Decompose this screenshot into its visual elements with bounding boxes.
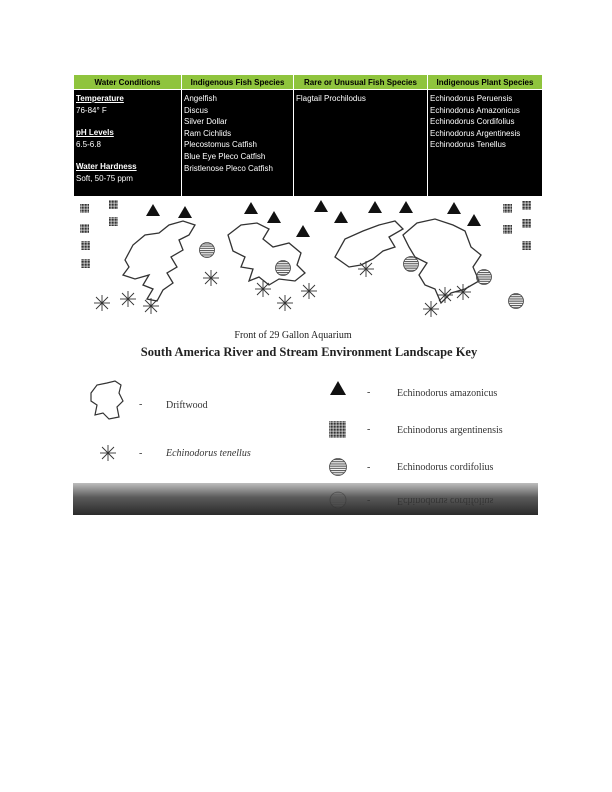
plant-item: Echinodorus Tenellus [430, 140, 506, 150]
landscape-diagram [73, 195, 538, 515]
legend-argentinensis-icon [329, 421, 346, 438]
tenellus-star [423, 301, 439, 317]
legend-argentinensis-label: Echinodorus argentinensis [397, 425, 503, 436]
driftwood-shape [123, 221, 195, 301]
fish-item: Silver Dollar [184, 117, 228, 127]
legend-tenellus-icon [100, 445, 116, 461]
amazonicus-triangle [399, 201, 413, 213]
plant-item: Echinodorus Cordifolius [430, 117, 515, 127]
amazonicus-triangle [178, 206, 192, 218]
plant-item: Echinodorus Peruensis [430, 94, 513, 103]
fish-item: Discus [184, 105, 209, 115]
amazonicus-triangle [267, 211, 281, 223]
legend-dash: - [139, 399, 143, 410]
header-indigenous-plants: Indigenous Plant Species [428, 75, 543, 90]
front-label: Front of 29 Gallon Aquarium [234, 330, 352, 341]
argentinensis-square [503, 204, 512, 213]
tenellus-star [358, 261, 374, 277]
argentinensis-square [503, 225, 512, 234]
argentinensis-square [522, 219, 531, 228]
legend-driftwood-icon [91, 381, 123, 419]
driftwood-shape [228, 223, 305, 285]
ph-label: pH Levels [76, 128, 114, 138]
cordifolius-circle [276, 261, 291, 276]
argentinensis-square [80, 224, 89, 233]
cordifolius-circle [509, 294, 524, 309]
amazonicus-triangle [244, 202, 258, 214]
amazonicus-triangle [368, 201, 382, 213]
header-water-conditions: Water Conditions [74, 75, 182, 90]
fish-item: Angelfish [184, 94, 217, 103]
fish-item: Bristlenose Pleco Catfish [184, 163, 273, 173]
legend-cordifolius-label: Echinodorus cordifolius [397, 462, 494, 473]
tenellus-star [203, 270, 219, 286]
legend-tenellus-label: Echinodorus tenellus [166, 448, 251, 459]
legend-driftwood-label: Driftwood [166, 400, 208, 411]
legend-dash: - [367, 462, 371, 473]
ph-value: 6.5-6.8 [76, 139, 101, 149]
legend-dash: - [139, 448, 143, 459]
plant-item: Echinodorus Amazonicus [430, 105, 520, 115]
tenellus-star [94, 295, 110, 311]
amazonicus-triangle [334, 211, 348, 223]
tenellus-star [277, 295, 293, 311]
legend-cordifolius-icon [330, 459, 347, 476]
argentinensis-square [522, 241, 531, 250]
argentinensis-square [522, 201, 531, 210]
mirrored-dash: - [367, 495, 371, 506]
plant-item: Echinodorus Argentinesis [430, 128, 521, 138]
cordifolius-circle [404, 257, 419, 272]
amazonicus-triangle [447, 202, 461, 214]
water-conditions-cell [74, 90, 182, 197]
argentinensis-square [109, 217, 118, 226]
indigenous-fish-cell [182, 90, 294, 197]
legend-dash: - [367, 387, 371, 398]
legend-amazonicus-label: Echinodorus amazonicus [397, 388, 498, 399]
amazonicus-triangle [296, 225, 310, 237]
tenellus-star [301, 283, 317, 299]
header-rare-fish: Rare or Unusual Fish Species [294, 75, 428, 90]
landscape-title: South America River and Stream Environment Landscape Key [140, 345, 478, 359]
temperature-label: Temperature [76, 94, 124, 103]
mirrored-cordifolius-icon [330, 492, 346, 508]
rare-fish-item: Flagtail Prochilodus [296, 94, 366, 103]
legend-dash: - [367, 424, 371, 435]
temperature-value: 76-84° F [76, 105, 107, 115]
tenellus-star [120, 291, 136, 307]
amazonicus-triangle [146, 204, 160, 216]
amazonicus-triangle [467, 214, 481, 226]
fish-item: Blue Eye Pleco Catfish [184, 151, 266, 161]
plants-cell [428, 90, 543, 197]
hardness-value: Soft, 50-75 ppm [76, 173, 133, 183]
argentinensis-square [109, 200, 118, 209]
tenellus-star [437, 287, 453, 303]
hardness-label: Water Hardness [76, 162, 137, 172]
fish-item: Plecostomus Catfish [184, 140, 257, 150]
fish-item: Ram Cichlids [184, 128, 232, 138]
legend-amazonicus-icon [330, 381, 346, 395]
argentinensis-square [81, 259, 90, 268]
rare-fish-cell [294, 90, 428, 197]
amazonicus-triangle [314, 200, 328, 212]
species-table [73, 74, 543, 196]
tenellus-star [255, 281, 271, 297]
driftwood-shape [335, 221, 403, 267]
argentinensis-square [81, 241, 90, 250]
cordifolius-circle [200, 243, 215, 258]
tenellus-star [143, 298, 159, 314]
cordifolius-circle [477, 270, 492, 285]
mirrored-cordifolius-label: Echinodorus cordifolius [397, 495, 494, 506]
argentinensis-square [80, 204, 89, 213]
header-indigenous-fish: Indigenous Fish Species [182, 75, 294, 90]
tenellus-star [455, 284, 471, 300]
